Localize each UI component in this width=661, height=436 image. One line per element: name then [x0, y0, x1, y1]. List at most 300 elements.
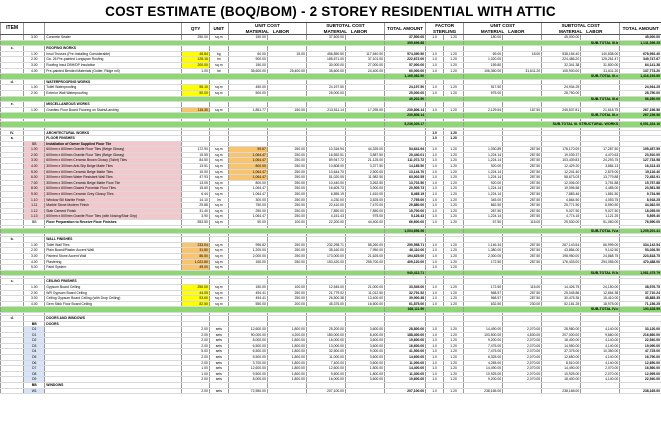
cell-m2[interactable]: 1,020.00	[464, 57, 503, 63]
cell-sub[interactable]: 3.00	[24, 253, 45, 259]
cell-desc[interactable]: Concrete Sealer	[45, 35, 182, 41]
cell-qty[interactable]: 250.00	[182, 284, 209, 290]
cell-tot[interactable]: 32,791.52	[385, 290, 426, 296]
cell-unit[interactable]: sq.m	[209, 208, 228, 214]
cell-l2[interactable]: 4,830.00	[503, 332, 542, 338]
cell-sm[interactable]: 25,000.00	[306, 90, 345, 96]
cell-l[interactable]: 150.00	[267, 107, 306, 113]
cell-tot[interactable]: 111,072.72	[385, 158, 426, 164]
cell-desc[interactable]: Gem Stick Floor Board Ceiling	[45, 301, 182, 307]
cell-l[interactable]	[267, 388, 306, 394]
cell-sm2[interactable]: 538,154.40	[542, 51, 581, 57]
cell-desc[interactable]: 600mm x 600mm Glazed Porcelain Floor Tiles	[45, 186, 182, 192]
subtotal-amount[interactable]: 1,004,656.96	[385, 228, 426, 234]
cell-f[interactable]: 1.0	[426, 220, 444, 226]
cell-sub[interactable]: D6	[24, 360, 45, 366]
cell-s[interactable]: 1.20	[444, 107, 464, 113]
cell-f[interactable]: 1.0	[426, 259, 444, 265]
cell-qty[interactable]: 128.16	[182, 57, 209, 63]
cell-l2[interactable]: 18.00	[503, 51, 542, 57]
cell-sm[interactable]: 12,545.00	[306, 284, 345, 290]
cell-tot2[interactable]: 16,313.33	[620, 164, 661, 170]
cell-desc[interactable]: Plastering	[45, 259, 182, 265]
cell-sl[interactable]: 1,610.00	[345, 192, 384, 198]
cell-sub[interactable]: 2.00	[24, 248, 45, 254]
cell-qty[interactable]: 44.05	[182, 290, 209, 296]
cell-sub[interactable]: D1	[24, 332, 45, 338]
cell-tot[interactable]: 15,700.00	[385, 208, 426, 214]
cell-l2[interactable]: 287.50	[503, 290, 542, 296]
cell-f[interactable]: 1.0	[426, 147, 444, 153]
cell-sm2[interactable]: 9,027.50	[542, 208, 581, 214]
cell-sm2[interactable]: 28,750.00	[542, 90, 581, 96]
cell-l[interactable]: 250.00	[267, 253, 306, 259]
cell-qty[interactable]: 1.00	[182, 366, 209, 372]
cell-sl2[interactable]: 4,053.75	[581, 197, 620, 203]
cell-desc[interactable]: Roofing Insul DBH/DP Insulation	[45, 62, 182, 68]
cell-l[interactable]: 1,800.00	[267, 355, 306, 361]
cell-sm2[interactable]: 245,537.81	[542, 107, 581, 113]
cell-s[interactable]: 1.20	[444, 343, 464, 349]
cell-tot2[interactable]: 127,733.58	[620, 158, 661, 164]
cell-f[interactable]: 1.0	[426, 343, 444, 349]
cell-sm2[interactable]: 24,934.25	[542, 85, 581, 91]
cell-l2[interactable]: 287.50	[503, 197, 542, 203]
cell-tot2[interactable]: 71,156.25	[620, 301, 661, 307]
cell-l[interactable]: 1,800.00	[267, 360, 306, 366]
cell-tot[interactable]: 194,625.00	[385, 253, 426, 259]
cell-l2[interactable]: 287.50	[503, 147, 542, 153]
cell-sub[interactable]: BB	[24, 141, 45, 147]
cell-tot2[interactable]: 18,055.00	[620, 208, 661, 214]
subtotal-amount-converted[interactable]: 1,081,475.79	[620, 270, 661, 276]
cell-l[interactable]: 250.00	[267, 169, 306, 175]
cell-l[interactable]: 1,800.00	[267, 338, 306, 344]
cell-m2[interactable]: 2,129.54	[464, 107, 503, 113]
cell-sm2[interactable]: 12,006.00	[542, 180, 581, 186]
cell-m2[interactable]: 9,200.00	[464, 338, 503, 344]
cell-tot2[interactable]: 53,026.50	[620, 248, 661, 254]
cell-desc[interactable]: Paint System	[45, 265, 182, 271]
cell-unit[interactable]: kg	[209, 51, 228, 57]
cell-s[interactable]: 1.20	[444, 136, 464, 142]
cell-sl2[interactable]: 3,884.13	[581, 164, 620, 170]
cell-tot2[interactable]: 24,934.25	[620, 85, 661, 91]
cell-sm2[interactable]: 4,774.15	[542, 214, 581, 220]
cell-qty[interactable]: 2.00	[182, 388, 209, 394]
cell-l2[interactable]	[503, 388, 542, 394]
cell-m[interactable]: 1,200.00	[228, 248, 267, 254]
cell-s[interactable]: 1.20	[444, 51, 464, 57]
cell-l[interactable]: 250.00	[267, 147, 306, 153]
cell-unit[interactable]: sq.m	[209, 301, 228, 307]
cell-tot[interactable]: 290,558.71	[385, 242, 426, 248]
cell-sm[interactable]: 10,316.94	[306, 147, 345, 153]
cell-sub[interactable]: D5	[24, 355, 45, 361]
cell-unit[interactable]: sq.m	[209, 192, 228, 198]
cell-l[interactable]: 250.00	[267, 164, 306, 170]
cell-sm[interactable]: 213,511.14	[306, 107, 345, 113]
cell-qty[interactable]: 13.05	[182, 180, 209, 186]
cell-tot[interactable]: 46,110.00	[385, 248, 426, 254]
cell-qty[interactable]: 1.00	[182, 371, 209, 377]
cell-s[interactable]: 1.20	[444, 284, 464, 290]
cell-sl[interactable]: 11,982.50	[345, 175, 384, 181]
cell-sl[interactable]: 3,600.00	[345, 338, 384, 344]
cell-l2[interactable]: 287.50	[503, 214, 542, 220]
cell-sl2[interactable]: 24,150.00	[581, 284, 620, 290]
cell-qty[interactable]: 49.00	[182, 265, 209, 271]
cell-f[interactable]: 1.0	[426, 338, 444, 344]
cell-l2[interactable]: 2,070.00	[503, 371, 542, 377]
cell-sm2[interactable]: 12,241.40	[542, 169, 581, 175]
cell-sub[interactable]: 1.00	[24, 147, 45, 153]
cell-qty[interactable]: 10.00	[182, 169, 209, 175]
cell-m[interactable]: 59.67	[228, 147, 267, 153]
cell-qty[interactable]: 6.44	[182, 192, 209, 198]
cell-m[interactable]: 1,064.47	[228, 186, 267, 192]
cell-desc[interactable]: CEILING FINISHES	[45, 279, 182, 285]
cell-s[interactable]: 1.20	[444, 214, 464, 220]
cell-sm[interactable]: 173,000.00	[306, 253, 345, 259]
cell-m2[interactable]: 14,490.00	[464, 327, 503, 333]
cell-s[interactable]: 1.20	[444, 220, 464, 226]
cell-m2[interactable]: 2,300.00	[464, 253, 503, 259]
cell-f[interactable]: 1.0	[426, 290, 444, 296]
cell-s[interactable]: 1.20	[444, 175, 464, 181]
cell-tot2[interactable]: 15,116.40	[620, 169, 661, 175]
cell-desc[interactable]: 600mm x 600mm Granite Floor Tiles (Beige Glossy)	[45, 152, 182, 158]
cell-m2[interactable]: 103,500.00	[464, 332, 503, 338]
cell-sm2[interactable]: 14,950.00	[542, 343, 581, 349]
cell-f[interactable]: 1.0	[426, 107, 444, 113]
cell-s[interactable]: 1.20	[444, 332, 464, 338]
cell-sl[interactable]: 3,887.50	[345, 152, 384, 158]
cell-s[interactable]: 1.20	[444, 147, 464, 153]
cell-sl2[interactable]: 24,293.75	[581, 158, 620, 164]
cell-f[interactable]: 1.0	[426, 366, 444, 372]
cell-l2[interactable]: 230.00	[503, 301, 542, 307]
cell-tot[interactable]: 5,126.43	[385, 214, 426, 220]
cell-m[interactable]: 550.00	[228, 301, 267, 307]
cell-sm[interactable]: 35,600.00	[306, 68, 345, 74]
cell-sm2[interactable]: 10,925.00	[542, 371, 581, 377]
cell-unit[interactable]: sets	[209, 360, 228, 366]
cell-sm[interactable]: 185,571.00	[306, 57, 345, 63]
cell-sl[interactable]: 3,600.00	[345, 360, 384, 366]
cell-m[interactable]: 72,550.00	[228, 388, 267, 394]
cell-tot[interactable]: 28,800.00	[385, 327, 426, 333]
cell-tot2[interactable]: 19,090.00	[620, 343, 661, 349]
cell-sm[interactable]: 89,947.72	[306, 158, 345, 164]
cell-f[interactable]: 1.0	[426, 152, 444, 158]
cell-sl[interactable]: 24,400.00	[345, 68, 384, 74]
cell-sl2[interactable]: 51,060.00	[581, 220, 620, 226]
subtotal-amount[interactable]: 395,696.88	[385, 40, 426, 46]
cell-unit[interactable]: sq.m	[209, 259, 228, 265]
cell-sm2[interactable]: 19,039.37	[542, 152, 581, 158]
cell-m[interactable]: 800.00	[228, 164, 267, 170]
cell-s[interactable]: 1.20	[444, 203, 464, 209]
cell-sl[interactable]: 21,125.00	[345, 158, 384, 164]
cell-sub[interactable]: D9	[24, 377, 45, 383]
cell-tot2[interactable]: 8,918.25	[620, 197, 661, 203]
cell-desc[interactable]: Ceiling Gypsum Board Ceiling (with Drop Ceiling)	[45, 296, 182, 302]
cell-desc[interactable]: MISCELLANEOUS WORKS	[45, 102, 182, 108]
cell-sm[interactable]: 25,200.00	[306, 327, 345, 333]
cell-m2[interactable]: 1,224.14	[464, 214, 503, 220]
cell-sm[interactable]: 38,160.00	[306, 248, 345, 254]
cell-sl[interactable]: 7,950.00	[345, 248, 384, 254]
cell-l[interactable]: 1,800.00	[267, 343, 306, 349]
cell-f[interactable]: 1.0	[426, 169, 444, 175]
cell-s[interactable]: 1.20	[444, 296, 464, 302]
cell-l[interactable]: 250.00	[267, 214, 306, 220]
cell-m[interactable]: 150.00	[228, 259, 267, 265]
cell-tot[interactable]: 188,400.00	[385, 332, 426, 338]
cell-sm[interactable]: 6,855.19	[306, 192, 345, 198]
cell-m[interactable]: 494.41	[228, 296, 267, 302]
cell-l2[interactable]: 287.50	[503, 208, 542, 214]
cell-tot2[interactable]: 9,734.96	[620, 192, 661, 198]
cell-s[interactable]: 1.20	[444, 301, 464, 307]
cell-l[interactable]: 250.00	[267, 242, 306, 248]
cell-sm2[interactable]: 7,883.46	[542, 192, 581, 198]
cell-sm[interactable]: 37,500.00	[306, 35, 345, 41]
cell-tot[interactable]: 66,600.00	[385, 220, 426, 226]
cell-sl[interactable]: 7,850.00	[345, 208, 384, 214]
cell-qty[interactable]: 2.00	[182, 343, 209, 349]
cell-tot2[interactable]: 238,165.00	[620, 388, 661, 394]
cell-s[interactable]: 1.20	[444, 349, 464, 355]
cell-desc[interactable]: 600mm x 600mm Granite Floor Tiles (Beige Glossy)	[45, 147, 182, 153]
cell-sub[interactable]: 1.00	[24, 284, 45, 290]
cell-tot[interactable]: 19,600.00	[385, 377, 426, 383]
cell-l[interactable]: 1,800.00	[267, 377, 306, 383]
cell-sm[interactable]: 16,605.73	[306, 186, 345, 192]
cell-sl[interactable]: 117,540.00	[345, 51, 384, 57]
cell-sm[interactable]: 16,000.00	[306, 338, 345, 344]
cell-f[interactable]: 1.0	[426, 186, 444, 192]
cell-l2[interactable]: 287.50	[503, 158, 542, 164]
cell-sm[interactable]: 13,000.00	[306, 343, 345, 349]
cell-sm[interactable]: 232,298.71	[306, 242, 345, 248]
cell-sm2[interactable]: 45,000.00	[542, 35, 581, 41]
cell-sm2[interactable]: 198,950.00	[542, 253, 581, 259]
cell-m[interactable]: 2,000.00	[228, 253, 267, 259]
cell-l2[interactable]: 287.50	[503, 152, 542, 158]
cell-unit[interactable]: sq.m	[209, 147, 228, 153]
cell-l2[interactable]: 2,070.00	[503, 338, 542, 344]
cell-sub[interactable]: 1.00	[24, 107, 45, 113]
cell-f[interactable]: 1.0	[426, 130, 444, 136]
cell-desc[interactable]: WR Gypsum Board Ceiling	[45, 290, 182, 296]
cell-l2[interactable]: 2,070.00	[503, 360, 542, 366]
cell-tot[interactable]: 14,600.00	[385, 355, 426, 361]
cell-tot2[interactable]: 37,710.24	[620, 290, 661, 296]
cell-sm[interactable]: 4,151.43	[306, 214, 345, 220]
cell-sl2[interactable]: 10,350.00	[581, 349, 620, 355]
cell-tot[interactable]: 63,002.55	[385, 175, 426, 181]
cell-sl[interactable]: 3,600.00	[345, 343, 384, 349]
cell-desc[interactable]: WALL FINISHES	[45, 237, 182, 243]
cell-sm[interactable]: 51,020.05	[306, 175, 345, 181]
cell-m[interactable]: 8,000.00	[228, 377, 267, 383]
cell-desc[interactable]: 600mm x 600mm Granite Floor Tiles (with Nosing/Stair Grip)	[45, 214, 182, 220]
cell-unit[interactable]: sets	[209, 343, 228, 349]
cell-sl[interactable]: 16,500.00	[345, 301, 384, 307]
cell-sub[interactable]: W1	[24, 388, 45, 394]
cell-sub[interactable]: 1.10	[24, 197, 45, 203]
cell-m2[interactable]: 7,475.00	[464, 349, 503, 355]
cell-tot2[interactable]: 22,540.00	[620, 338, 661, 344]
cell-desc[interactable]: 600mm x 600mm Ceramic Beige Matte Tiles	[45, 169, 182, 175]
cell-qty[interactable]: 15.60	[182, 186, 209, 192]
cell-m[interactable]: 150.00	[228, 284, 267, 290]
cell-m2[interactable]: 1,224.14	[464, 169, 503, 175]
subtotal-amount-converted[interactable]: 56,280.00	[620, 96, 661, 102]
cell-sub[interactable]: 1.12	[24, 208, 45, 214]
cell-sm2[interactable]: 14,426.75	[542, 284, 581, 290]
cell-sm[interactable]: 12,600.00	[306, 366, 345, 372]
cell-l[interactable]: 200.00	[267, 301, 306, 307]
cell-tot2[interactable]: 15,757.88	[620, 180, 661, 186]
cell-tot2[interactable]: 195,457.59	[620, 147, 661, 153]
cell-sub[interactable]: 7.00	[24, 180, 45, 186]
cell-m[interactable]: 996.82	[228, 242, 267, 248]
cell-sub[interactable]: 4.00	[24, 259, 45, 265]
cell-sl2[interactable]: 31,800.00	[581, 62, 620, 68]
cell-sl[interactable]: 11,012.50	[345, 290, 384, 296]
cell-m[interactable]: 450.00	[228, 85, 267, 91]
cell-sl[interactable]: 27,000.00	[345, 62, 384, 68]
cell-m2[interactable]: 14,490.00	[464, 366, 503, 372]
cell-m[interactable]: 12,600.00	[228, 327, 267, 333]
cell-unit[interactable]: sq.m	[209, 169, 228, 175]
cell-l2[interactable]: 115.00	[503, 220, 542, 226]
cell-l[interactable]: 25,400.00	[267, 68, 306, 74]
cell-sm[interactable]: 7,400.00	[306, 360, 345, 366]
cell-desc[interactable]: 300mm x 300mm Ceramic Beige Matte Floor Tile	[45, 180, 182, 186]
cell-tot[interactable]: 207,100.00	[385, 388, 426, 394]
cell-unit[interactable]: sq.m	[209, 90, 228, 96]
cell-l2[interactable]: 287.50	[503, 203, 542, 209]
cell-tot2[interactable]: 45,885.35	[620, 296, 661, 302]
cell-m2[interactable]: 106,350.00	[464, 68, 503, 74]
cell-sm2[interactable]: 14,490.00	[542, 366, 581, 372]
cell-s[interactable]: 1.20	[444, 158, 464, 164]
cell-unit[interactable]: sq.m	[209, 152, 228, 158]
cell-desc[interactable]: ROOFING WORKS	[45, 46, 182, 52]
cell-sm2[interactable]: 28,980.00	[542, 327, 581, 333]
cell-m2[interactable]: 1,146.34	[464, 242, 503, 248]
cell-desc[interactable]: FLOOR FINISHES	[45, 136, 182, 142]
cell-sm[interactable]: 7,850.00	[306, 208, 345, 214]
cell-tot2[interactable]: 28,750.00	[620, 90, 661, 96]
cell-sm[interactable]: 10,440.00	[306, 180, 345, 186]
cell-item[interactable]	[1, 388, 24, 394]
cell-sub[interactable]: BB	[24, 383, 45, 389]
cell-item[interactable]: c.	[1, 46, 24, 52]
cell-tot[interactable]: 11,000.00	[385, 360, 426, 366]
cell-f[interactable]: 1.0	[426, 57, 444, 63]
cell-s[interactable]: 1.20	[444, 360, 464, 366]
cell-desc[interactable]: Toilet Waterproofing	[45, 85, 182, 91]
cell-desc[interactable]: Floor Preparation to Receive Floor Finishes	[45, 220, 182, 226]
cell-m[interactable]: 50.00	[228, 220, 267, 226]
cell-unit[interactable]: sq.m	[209, 265, 228, 271]
cell-sm[interactable]: 207,100.00	[306, 388, 345, 394]
cell-desc[interactable]: Exterior Wall Waterproofing	[45, 90, 182, 96]
cell-sm2[interactable]: 103,439.83	[542, 158, 581, 164]
cell-s[interactable]: 1.20	[444, 290, 464, 296]
cell-l2[interactable]: 2,070.00	[503, 343, 542, 349]
cell-tot2[interactable]: 47,725.00	[620, 349, 661, 355]
cell-unit[interactable]: sq.m	[209, 186, 228, 192]
cell-qty[interactable]: 50.00	[182, 90, 209, 96]
cell-item[interactable]: d.	[1, 315, 24, 321]
cell-l2[interactable]: 2,070.00	[503, 349, 542, 355]
cell-m2[interactable]: 1,224.14	[464, 192, 503, 198]
cell-f[interactable]: 1.0	[426, 214, 444, 220]
cell-l2[interactable]: 115.00	[503, 284, 542, 290]
cell-m2[interactable]: 9,200.00	[464, 377, 503, 383]
cell-desc[interactable]: 300mm x 300mm Anti-Slip Beige Matte Tiles	[45, 164, 182, 170]
cell-m2[interactable]: 1,380.00	[464, 248, 503, 254]
cell-f[interactable]: 1.0	[426, 136, 444, 142]
subtotal-amount[interactable]: 5,236,025.17	[385, 121, 426, 127]
cell-sl[interactable]: 9,000.00	[345, 349, 384, 355]
cell-tot[interactable]: 14,400.00	[385, 366, 426, 372]
cell-unit[interactable]: sets	[209, 332, 228, 338]
cell-sl[interactable]: 7,470.00	[345, 203, 384, 209]
cell-sl2[interactable]: 4,140.00	[581, 377, 620, 383]
cell-tot2[interactable]: 223,818.75	[620, 253, 661, 259]
cell-m[interactable]: 300.00	[228, 197, 267, 203]
cell-sl[interactable]: 3,262.50	[345, 180, 384, 186]
cell-unit[interactable]: sq.m	[209, 253, 228, 259]
cell-f[interactable]: 1.0	[426, 265, 444, 271]
cell-m[interactable]: 800.00	[228, 180, 267, 186]
cell-unit[interactable]: sq.m	[209, 220, 228, 226]
cell-s[interactable]: 1.20	[444, 192, 464, 198]
cell-sub[interactable]: 4.00	[24, 68, 45, 74]
cell-m[interactable]: 1,064.47	[228, 175, 267, 181]
cell-tot2[interactable]: 16,790.00	[620, 355, 661, 361]
cell-l[interactable]: 250.00	[267, 248, 306, 254]
cell-l[interactable]: 100.00	[267, 220, 306, 226]
cell-tot[interactable]: 29,880.00	[385, 203, 426, 209]
cell-s[interactable]: 1.20	[444, 197, 464, 203]
subtotal-amount[interactable]: 940,413.71	[385, 270, 426, 276]
cell-tot2[interactable]: 334,142.54	[620, 242, 661, 248]
cell-sub[interactable]: 1.13	[24, 214, 45, 220]
cell-qty[interactable]: 84.50	[182, 158, 209, 164]
cell-unit[interactable]: sq.m	[209, 284, 228, 290]
cell-qty[interactable]: 250.00	[182, 35, 209, 41]
cell-f[interactable]: 1.0	[426, 248, 444, 254]
cell-unit[interactable]: sets	[209, 388, 228, 394]
cell-m[interactable]: 1,064.47	[228, 214, 267, 220]
cell-sl2[interactable]: 4,140.00	[581, 343, 620, 349]
cell-tot[interactable]: 24,197.50	[385, 85, 426, 91]
cell-sm2[interactable]: 4,864.50	[542, 197, 581, 203]
cell-sm2[interactable]: 25,771.50	[542, 203, 581, 209]
cell-l2[interactable]: 287.50	[503, 175, 542, 181]
cell-m[interactable]: 150.00	[228, 62, 267, 68]
cell-sl2[interactable]: 9,142.50	[581, 248, 620, 254]
cell-l[interactable]: 1,800.00	[267, 349, 306, 355]
